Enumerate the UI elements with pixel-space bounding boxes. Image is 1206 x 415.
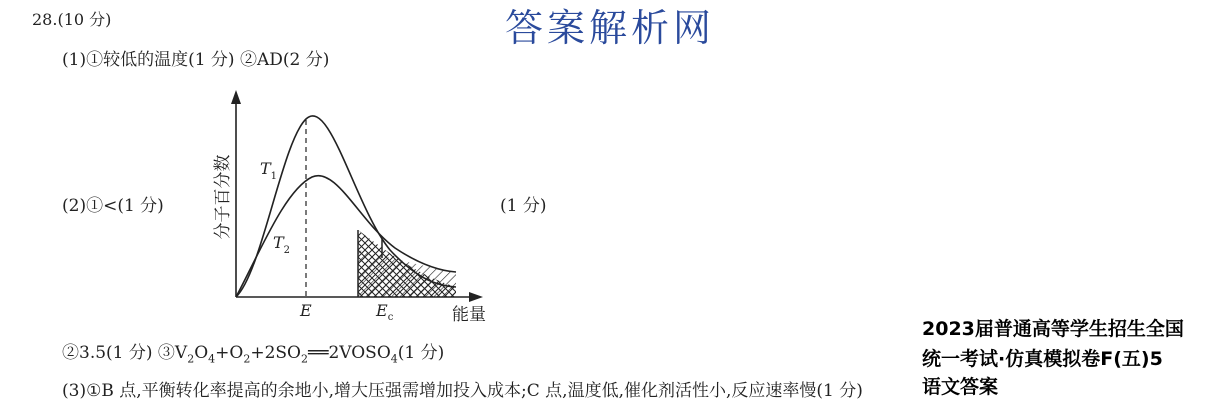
question-number: 28.(10 分): [32, 10, 112, 29]
energy-distribution-chart: [190, 82, 510, 332]
y-axis-label: 分子百分数: [213, 154, 233, 240]
e-tick-label: E: [300, 301, 312, 320]
t1-series-label: $T_1$: [260, 159, 278, 182]
answer-part-2b: ②3.5(1 分) $③V_2O_4+O_2+2SO_2══2VOSO_4(1$ 分): [62, 343, 445, 366]
t2-series-label: $T_2$: [273, 233, 291, 256]
y-axis-arrow: [231, 90, 241, 104]
overlay-line-2: 统一考试·仿真模拟卷F(五)5: [922, 348, 1163, 370]
x-axis-label: 能量: [452, 305, 486, 325]
answer-part-1: (1)①较低的温度(1 分) ②AD(2 分): [62, 50, 330, 70]
answer-part-2-score: (1 分): [500, 196, 547, 216]
answer-part-2-label: (2)①<(1 分): [62, 196, 164, 216]
answer-part-3: (3)①B 点,平衡转化率提高的余地小,增大压强需增加投入成本;C 点,温度低,催化剂活性小,反应速率慢(1 分): [62, 381, 863, 401]
overlay-line-1: 2023届普通高等学生招生全国: [922, 318, 1184, 340]
ec-tick-label: $E_c$: [376, 301, 394, 323]
x-axis-arrow: [469, 292, 483, 302]
overlay-line-3: 语文答案: [922, 376, 999, 398]
watermark-text: 答案解析网: [505, 6, 716, 50]
